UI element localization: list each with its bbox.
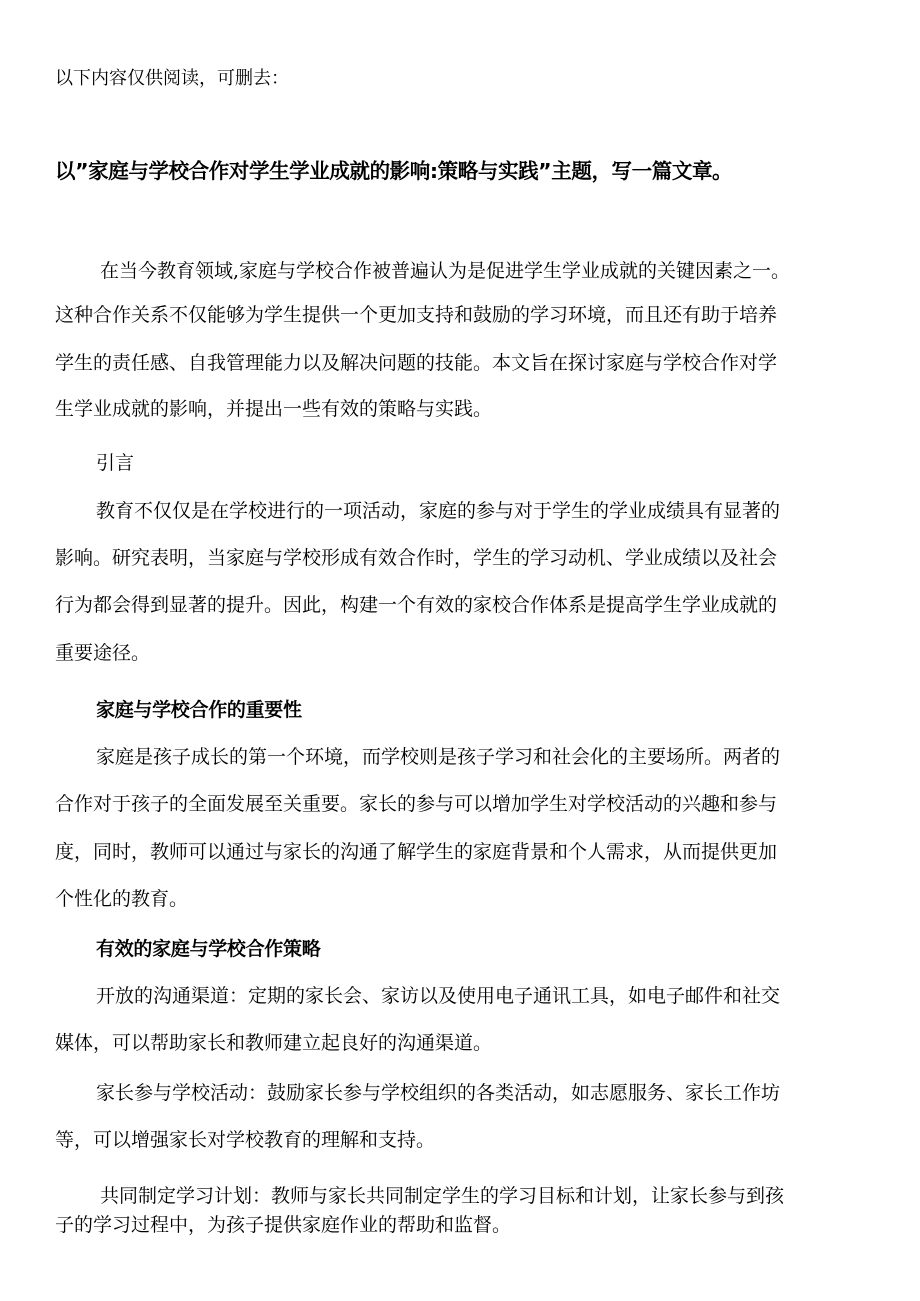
intro-line-3: 学生的责任感、自我管理能力以及解决问题的技能。本文旨在探讨家庭与学校合作对学	[55, 352, 778, 374]
intro-line-2: 这种合作关系不仅能够为学生提供一个更加支持和鼓励的学习环境，而且还有助于培养	[55, 304, 778, 326]
intro-line-4: 生学业成就的影响，并提出一些有效的策略与实践。	[55, 398, 493, 420]
intro-line-1: 在当今教育领域,家庭与学校合作被普遍认为是促进学生学业成就的关键因素之一。	[100, 260, 791, 282]
strategy-participation-line-1: 家长参与学校活动：鼓励家长参与学校组织的各类活动，如志愿服务、家长工作坊	[96, 1082, 781, 1104]
strategy-joint-plan-line-2: 子的学习过程中，为孩子提供家庭作业的帮助和监督。	[55, 1214, 512, 1236]
importance-line-4: 个性化的教育。	[55, 888, 189, 910]
introduction-line-3: 行为都会得到显著的提升。因此，构建一个有效的家校合作体系是提高学生学业成就的	[55, 594, 778, 616]
introduction-line-4: 重要途径。	[55, 642, 151, 664]
strategy-joint-plan-line-1: 共同制定学习计划：教师与家长共同制定学生的学习目标和计划，让家长参与到孩	[100, 1185, 785, 1207]
reading-note: 以下内容仅供阅读，可删去：	[55, 68, 289, 89]
importance-line-2: 合作对于孩子的全面发展至关重要。家长的参与可以增加学生对学校活动的兴趣和参与	[55, 793, 778, 815]
essay-prompt: 以”家庭与学校合作对学生学业成就的影响:策略与实践”主题，写一篇文章。	[55, 159, 733, 183]
importance-line-1: 家庭是孩子成长的第一个环境，而学校则是孩子学习和社会化的主要场所。两者的	[96, 746, 781, 768]
introduction-line-1: 教育不仅仅是在学校进行的一项活动，家庭的参与对于学生的学业成绩具有显著的	[96, 500, 781, 522]
introduction-line-2: 影响。研究表明，当家庭与学校形成有效合作时，学生的学习动机、学业成绩以及社会	[55, 547, 778, 569]
strategy-participation-line-2: 等，可以增强家长对学校教育的理解和支持。	[55, 1129, 436, 1151]
strategy-communication-line-1: 开放的沟通渠道：定期的家长会、家访以及使用电子通讯工具，如电子邮件和社交	[96, 985, 781, 1007]
strategy-communication-line-2: 媒体，可以帮助家长和教师建立起良好的沟通渠道。	[55, 1032, 493, 1054]
section-heading-strategies: 有效的家庭与学校合作策略	[96, 938, 321, 960]
importance-line-3: 度，同时，教师可以通过与家长的沟通了解学生的家庭背景和个人需求，从而提供更加	[55, 841, 778, 863]
section-heading-importance: 家庭与学校合作的重要性	[96, 699, 302, 721]
section-heading-introduction: 引言	[96, 452, 135, 474]
